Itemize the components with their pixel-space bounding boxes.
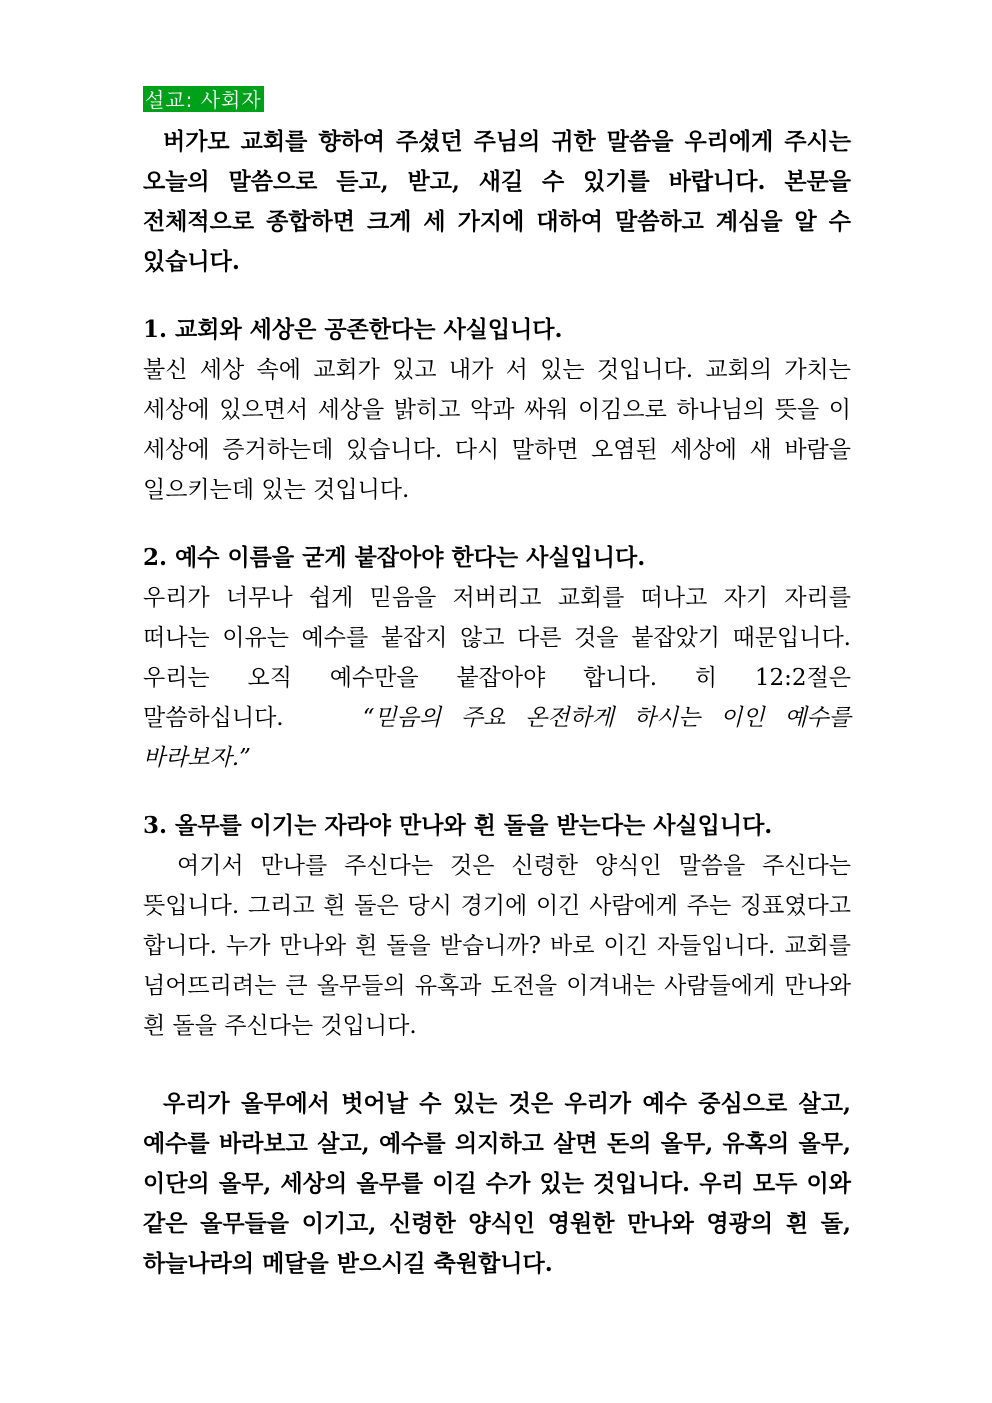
spacer: [143, 1046, 851, 1084]
section-3-body: 여기서 만나를 주신다는 것은 신령한 양식인 말씀을 주신다는 뜻입니다. 그리고 흰 돌은 당시 경기에 이긴 사람에게 주는 징표였다고 합니다. 누가 만나와 흰 돌을 받습니까? 바로 이긴 자들입니다. 교회를 넘어뜨리려는 큰 올무들의 유혹과 도전을 이겨내는 사람들에게 만나와 흰 돌을 주신다는 것입니다.: [143, 853, 851, 1039]
section-2: [143, 538, 851, 778]
spacer: [143, 282, 851, 310]
section-1: [143, 310, 851, 510]
spacer: [143, 510, 851, 538]
section-3: [143, 806, 851, 1046]
label-row: [143, 82, 851, 122]
intro-paragraph: 버가모 교회를 향하여 주셨던 주님의 귀한 말씀을 우리에게 주시는 오늘의 말씀으로 듣고, 받고, 새길 수 있기를 바랍니다. 본문을 전체적으로 종합하면 크게 세 가지에 대하여 말씀하고 계심을 알 수 있습니다.: [143, 128, 851, 275]
spacer: [143, 778, 851, 806]
section-1-body: 불신 세상 속에 교회가 있고 내가 서 있는 것입니다. 교회의 가치는 세상에 있으면서 세상을 밝히고 악과 싸워 이김으로 하나님의 뜻을 이 세상에 증거하는데 있습니다. 다시 말하면 오염된 세상에 새 바람을 일으키는데 있는 것입니다.: [143, 357, 851, 503]
scripture-quote: “믿음의 주요 온전하게 하시는 이인 예수를 바라보자.”: [143, 705, 851, 771]
speaker-label: 설교: 사회자: [145, 88, 262, 112]
closing-paragraph: 우리가 올무에서 벗어날 수 있는 것은 우리가 예수 중심으로 살고, 예수를 바라보고 살고, 예수를 의지하고 살면 돈의 올무, 유혹의 올무, 이단의 올무, 세상의 올무를 이길 수가 있는 것입니다. 우리 모두 이와 같은 올무들을 이기고, 신령한 양식인 영원한 만나와 영광의 흰 돌, 하늘나라의 메달을 받으시길 축원합니다.: [143, 1090, 851, 1277]
sermon-document: [143, 82, 851, 1284]
section-2-heading: 2. 예수 이름을 굳게 붙잡아야 한다는 사실입니다.: [143, 544, 646, 571]
section-3-heading: 3. 올무를 이기는 자라야 만나와 흰 돌을 받는다는 사실입니다.: [143, 812, 773, 839]
section-2-body: [143, 578, 851, 778]
section-1-heading: 1. 교회와 세상은 공존한다는 사실입니다.: [143, 316, 563, 343]
section-2-body-text: 우리가 너무나 쉽게 믿음을 저버리고 교회를 떠나고 자기 자리를 떠나는 이유는 예수를 붙잡지 않고 다른 것을 붙잡았기 때문입니다. 우리는 오직 예수만을 붙잡아야 합니다. 히 12:2절은 말씀하십니다.: [143, 585, 851, 731]
